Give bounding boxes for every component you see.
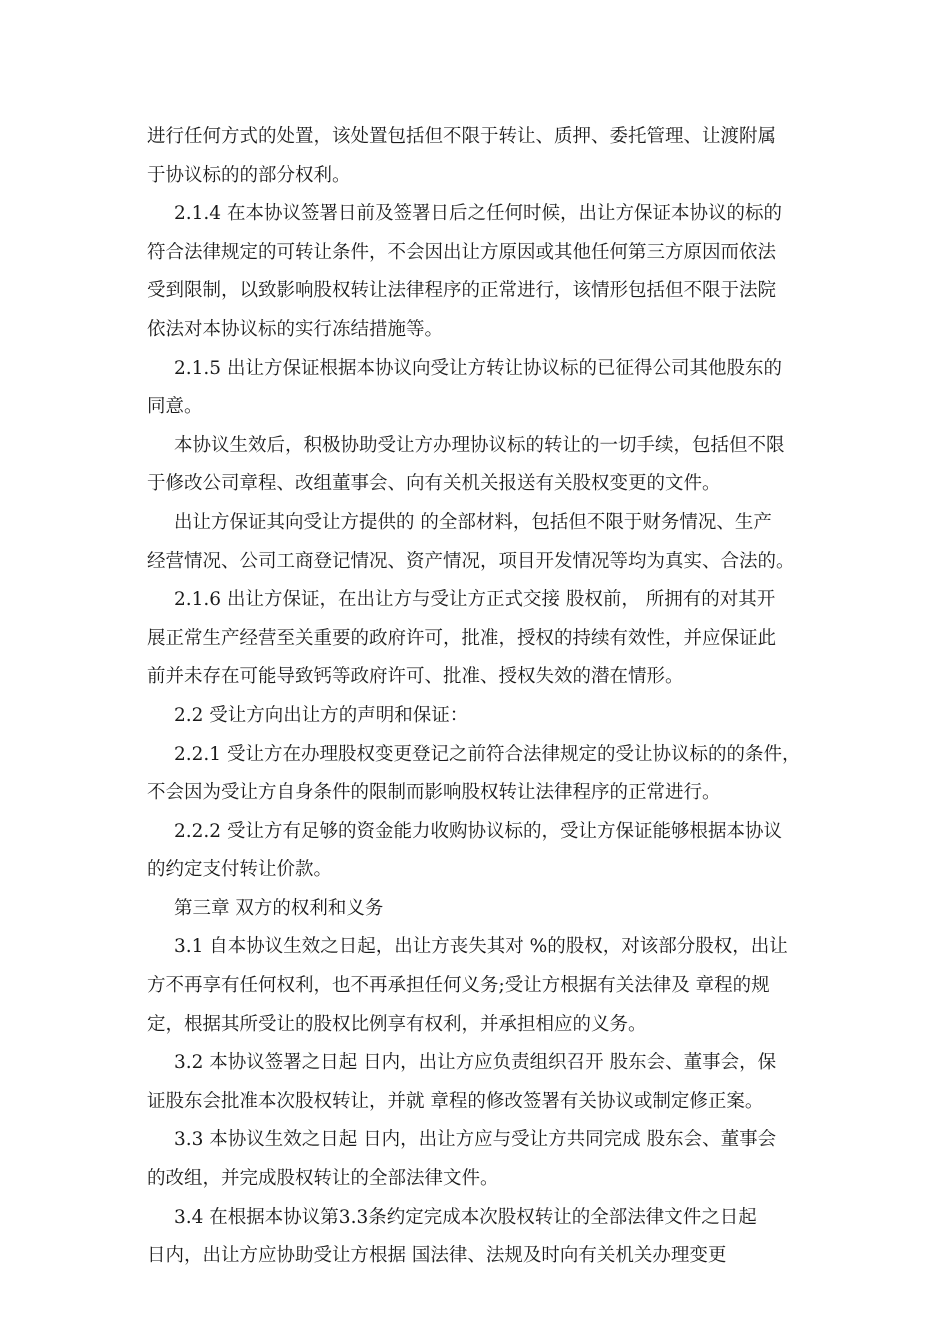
chapter-heading: 第三章 双方的权利和义务 xyxy=(174,897,384,919)
document-body xyxy=(147,118,817,1276)
text-line: 2.1.4 在本协议签署日前及签署日后之任何时候，出让方保证本协议的标的 xyxy=(174,203,782,225)
text-line: 展正常生产经营至关重要的政府许可，批准，授权的持续有效性，并应保证此 xyxy=(147,627,777,649)
text-line: 3.3 本协议生效之日起 日内，出让方应与受让方共同完成 股东会、董事会 xyxy=(174,1129,777,1151)
text-line: 3.1 自本协议生效之日起，出让方丧失其对 %的股权，对该部分股权，出让 xyxy=(174,936,788,958)
text-line: 于协议标的的部分权利。 xyxy=(147,164,351,186)
text-line: 2.2 受让方向出让方的声明和保证： xyxy=(174,704,469,726)
text-line: 定，根据其所受让的股权比例享有权利，并承担相应的义务。 xyxy=(147,1013,647,1035)
text-line: 2.2.2 受让方有足够的资金能力收购协议标的，受让方保证能够根据本协议 xyxy=(174,820,782,842)
text-line: 出让方保证其向受让方提供的 的全部材料，包括但不限于财务情况、生产 xyxy=(174,511,772,533)
text-line: 受到限制，以致影响股权转让法律程序的正常进行，该情形包括但不限于法院 xyxy=(147,280,777,302)
text-line: 日内，出让方应协助受让方根据 国法律、法规及时向有关机关办理变更 xyxy=(147,1245,727,1267)
text-line: 方不再享有任何权利，也不再承担任何义务;受让方根据有关法律及 章程的规 xyxy=(147,975,770,997)
text-line: 2.2.1 受让方在办理股权变更登记之前符合法律规定的受让协议标的的条件， xyxy=(174,743,801,765)
text-line: 2.1.5 出让方保证根据本协议向受让方转让协议标的已征得公司其他股东的 xyxy=(174,357,782,379)
text-line: 前并未存在可能导致钙等政府许可、批准、授权失效的潜在情形。 xyxy=(147,666,684,688)
text-line: 经营情况、公司工商登记情况、资产情况，项目开发情况等均为真实、合法的。 xyxy=(147,550,795,572)
text-line: 3.4 在根据本协议第3.3条约定完成本次股权转让的全部法律文件之日起 xyxy=(174,1206,757,1228)
text-line: 依法对本协议标的实行冻结措施等。 xyxy=(147,318,444,340)
text-line: 本协议生效后，积极协助受让方办理协议标的转让的一切手续，包括但不限 xyxy=(174,434,785,456)
text-line: 证股东会批准本次股权转让，并就 章程的修改签署有关协议或制定修正案。 xyxy=(147,1090,764,1112)
text-line: 同意。 xyxy=(147,396,203,418)
text-line: 3.2 本协议签署之日起 日内，出让方应负责组织召开 股东会、董事会，保 xyxy=(174,1052,777,1074)
text-line: 符合法律规定的可转让条件，不会因出让方原因或其他任何第三方原因而依法 xyxy=(147,241,777,263)
text-line: 的改组，并完成股权转让的全部法律文件。 xyxy=(147,1168,499,1190)
text-line: 于修改公司章程、改组董事会、向有关机关报送有关股权变更的文件。 xyxy=(147,473,721,495)
text-line: 进行任何方式的处置，该处置包括但不限于转让、质押、委托管理、让渡附属 xyxy=(147,126,777,147)
text-line: 2.1.6 出让方保证，在出让方与受让方正式交接 股权前， 所拥有的对其开 xyxy=(174,589,776,611)
text-line: 不会因为受让方自身条件的限制而影响股权转让法律程序的正常进行。 xyxy=(147,782,721,804)
text-line: 的约定支付转让价款。 xyxy=(147,859,333,881)
